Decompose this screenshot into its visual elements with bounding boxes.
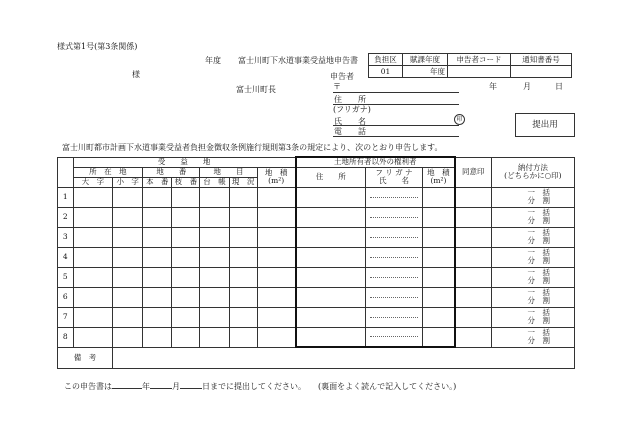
date-day: 日 <box>555 82 563 91</box>
footer-year: 年 <box>142 382 150 391</box>
register-type-cell[interactable] <box>200 187 229 207</box>
payment-installment[interactable]: 分 割 <box>527 196 550 205</box>
footer-prefix: この申告書は <box>64 382 112 391</box>
rights-area-cell[interactable] <box>423 327 455 347</box>
branch-number-cell[interactable] <box>172 207 200 227</box>
consent-seal-cell[interactable] <box>455 227 491 247</box>
payment-method-cell[interactable] <box>491 187 574 207</box>
payment-method-cell[interactable] <box>491 247 574 267</box>
payment-lump-sum[interactable]: 一 括 <box>527 228 550 237</box>
consent-seal-cell[interactable] <box>455 287 491 307</box>
location-header: 所 在 地 <box>73 167 143 177</box>
branch-number-header: 枝 番 <box>172 177 200 187</box>
name-label: 氏 名 <box>334 117 366 126</box>
main-number-header: 本 番 <box>143 177 172 187</box>
rights-name-cell[interactable] <box>365 287 422 307</box>
phone-line <box>333 136 459 137</box>
area-header <box>257 167 296 187</box>
other-rights-header: 土地所有者以外の権利者 <box>296 157 455 167</box>
submit-copy-box: 提出用 <box>515 113 575 137</box>
branch-number-cell[interactable] <box>172 187 200 207</box>
koaza-header: 小 字 <box>113 177 143 187</box>
consent-seal-cell[interactable] <box>455 307 491 327</box>
furigana-dotted-line <box>370 317 418 318</box>
row-number: 6 <box>58 287 74 307</box>
koaza-cell[interactable] <box>113 247 143 267</box>
footer-month: 月 <box>172 382 180 391</box>
declaration-text: 富士川町都市計画下水道事業受益者負担金徴収条例施行規則第3条の規定により、次のとおり申告します。 <box>62 143 443 152</box>
footer-year-blank[interactable] <box>112 388 142 389</box>
rights-name-cell[interactable] <box>365 207 422 227</box>
payment-lump-sum[interactable]: 一 括 <box>527 308 550 317</box>
mayor-label: 富士川町長 <box>236 85 276 94</box>
furigana-dotted-line <box>370 297 418 298</box>
payment-method-cell[interactable] <box>491 327 574 347</box>
register-type-cell[interactable] <box>200 307 229 327</box>
current-type-cell[interactable] <box>229 207 257 227</box>
rights-area-cell[interactable] <box>423 307 455 327</box>
payment-lump-sum[interactable]: 一 括 <box>527 268 550 277</box>
main-number-cell[interactable] <box>143 267 172 287</box>
rights-area-cell[interactable] <box>423 287 455 307</box>
rights-name-cell[interactable] <box>365 227 422 247</box>
benefit-land-table <box>57 156 575 369</box>
furigana-dotted-line <box>370 336 418 337</box>
row-number: 3 <box>58 227 74 247</box>
oaza-cell[interactable] <box>73 187 113 207</box>
main-number-cell[interactable] <box>143 307 172 327</box>
rights-area-unit: (m²) <box>430 176 447 185</box>
oaza-cell[interactable] <box>73 247 113 267</box>
postal-line <box>333 92 459 93</box>
branch-number-cell[interactable] <box>172 307 200 327</box>
register-type-header: 台 帳 <box>200 177 229 187</box>
code-value-applicant-code[interactable] <box>448 66 511 78</box>
oaza-cell[interactable] <box>73 227 113 247</box>
consent-seal-cell[interactable] <box>455 327 491 347</box>
code-header-applicant-code: 申告者コード <box>448 54 511 66</box>
rights-name-header <box>365 167 422 187</box>
rights-name-cell[interactable] <box>365 247 422 267</box>
row-number: 1 <box>58 187 74 207</box>
code-header-area: 負担区 <box>369 54 403 66</box>
register-type-cell[interactable] <box>200 287 229 307</box>
area-unit: (m²) <box>268 176 285 185</box>
current-type-cell[interactable] <box>229 227 257 247</box>
document-title: 富士川町下水道事業受益地申告書 <box>238 56 358 65</box>
payment-installment[interactable]: 分 割 <box>527 316 550 325</box>
payment-method-header <box>491 157 574 187</box>
consent-seal-cell[interactable] <box>455 247 491 267</box>
consent-seal-header: 同意印 <box>455 157 491 187</box>
rights-address-cell[interactable] <box>296 267 366 287</box>
rights-area-cell[interactable] <box>423 267 455 287</box>
table-row <box>58 207 575 227</box>
register-type-cell[interactable] <box>200 267 229 287</box>
furigana-dotted-line <box>370 217 418 218</box>
rights-address-cell[interactable] <box>296 187 366 207</box>
rights-address-cell[interactable] <box>296 207 366 227</box>
payment-installment[interactable]: 分 割 <box>527 256 550 265</box>
rights-name-cell[interactable] <box>365 307 422 327</box>
code-value-year[interactable]: 年度 <box>403 66 448 78</box>
oaza-cell[interactable] <box>73 307 113 327</box>
furigana-label: (フリガナ) <box>333 105 371 114</box>
rights-area-cell[interactable] <box>423 247 455 267</box>
register-type-cell[interactable] <box>200 327 229 347</box>
furigana-dotted-line <box>370 277 418 278</box>
rights-name-label: 氏 名 <box>378 176 409 185</box>
area-cell[interactable] <box>257 207 296 227</box>
main-number-cell[interactable] <box>143 287 172 307</box>
footer-day-blank[interactable] <box>180 388 202 389</box>
oaza-cell[interactable] <box>73 207 113 227</box>
address-label: 住 所 <box>334 95 366 104</box>
payment-method-cell[interactable] <box>491 207 574 227</box>
rights-name-cell[interactable] <box>365 327 422 347</box>
rights-address-cell[interactable] <box>296 247 366 267</box>
table-row <box>58 307 575 327</box>
register-type-cell[interactable] <box>200 227 229 247</box>
register-type-cell[interactable] <box>200 207 229 227</box>
land-type-header: 地 目 <box>200 167 257 177</box>
addressee-suffix: 様 <box>132 70 140 79</box>
code-table <box>368 53 572 78</box>
code-value-notice-number[interactable] <box>511 66 572 78</box>
form-number: 様式第1号(第3条関係) <box>57 42 138 51</box>
payment-lump-sum[interactable]: 一 括 <box>527 248 550 257</box>
code-value-area[interactable]: 01 <box>369 66 403 78</box>
payment-lump-sum[interactable]: 一 括 <box>527 188 550 197</box>
furigana-dotted-line <box>370 257 418 258</box>
row-number: 5 <box>58 267 74 287</box>
seal-mark: 印 <box>454 114 465 125</box>
rights-area-cell[interactable] <box>423 187 455 207</box>
main-number-cell[interactable] <box>143 207 172 227</box>
current-type-cell[interactable] <box>229 187 257 207</box>
koaza-cell[interactable] <box>113 287 143 307</box>
rights-area-header <box>423 167 455 187</box>
branch-number-cell[interactable] <box>172 247 200 267</box>
row-number: 7 <box>58 307 74 327</box>
current-type-cell[interactable] <box>229 327 257 347</box>
footer-deadline <box>64 381 306 392</box>
rights-address-cell[interactable] <box>296 287 366 307</box>
register-type-cell[interactable] <box>200 247 229 267</box>
payment-method-note: (どちらかに○印) <box>504 171 562 180</box>
current-type-cell[interactable] <box>229 287 257 307</box>
main-number-cell[interactable] <box>143 327 172 347</box>
consent-seal-cell[interactable] <box>455 207 491 227</box>
area-cell[interactable] <box>257 327 296 347</box>
current-type-cell[interactable] <box>229 247 257 267</box>
remarks-label: 備 考 <box>58 347 113 368</box>
consent-seal-cell[interactable] <box>455 267 491 287</box>
table-row <box>58 287 575 307</box>
current-type-cell[interactable] <box>229 307 257 327</box>
table-row <box>58 187 575 207</box>
payment-lump-sum[interactable]: 一 括 <box>527 328 550 337</box>
rights-name-cell[interactable] <box>365 267 422 287</box>
payment-lump-sum[interactable]: 一 括 <box>527 208 550 217</box>
row-number-header <box>58 157 74 187</box>
area-label: 地 積 <box>264 168 288 177</box>
branch-number-cell[interactable] <box>172 287 200 307</box>
koaza-cell[interactable] <box>113 227 143 247</box>
payment-installment[interactable]: 分 割 <box>527 276 550 285</box>
current-type-header: 現 況 <box>229 177 257 187</box>
area-cell[interactable] <box>257 267 296 287</box>
postal-mark: 〒 <box>333 82 341 91</box>
current-type-cell[interactable] <box>229 267 257 287</box>
rights-area-label: 地 積 <box>427 168 450 177</box>
oaza-cell[interactable] <box>73 287 113 307</box>
code-header-notice-number: 通知書番号 <box>511 54 572 66</box>
main-number-cell[interactable] <box>143 227 172 247</box>
koaza-cell[interactable] <box>113 207 143 227</box>
table-row <box>58 227 575 247</box>
payment-method-label: 納付方法 <box>517 163 548 172</box>
payment-lump-sum[interactable]: 一 括 <box>527 288 550 297</box>
table-row <box>58 247 575 267</box>
benefit-land-header: 受 益 地 <box>73 157 296 167</box>
phone-label: 電 話 <box>334 127 366 136</box>
area-cell[interactable] <box>257 307 296 327</box>
furigana-dotted-line <box>370 197 418 198</box>
footer-note: (裏面をよく読んで記入してください。) <box>318 382 457 391</box>
footer-month-blank[interactable] <box>150 388 172 389</box>
remarks-field[interactable] <box>113 347 575 368</box>
payment-method-cell[interactable] <box>491 227 574 247</box>
furigana-dotted-line <box>370 237 418 238</box>
rights-address-header: 住 所 <box>296 167 366 187</box>
rights-address-cell[interactable] <box>296 227 366 247</box>
footer-suffix: 日までに提出してください。 <box>202 382 306 391</box>
area-cell[interactable] <box>257 247 296 267</box>
payment-installment[interactable]: 分 割 <box>527 216 550 225</box>
payment-method-cell[interactable] <box>491 287 574 307</box>
main-number-cell[interactable] <box>143 247 172 267</box>
rights-address-cell[interactable] <box>296 307 366 327</box>
payment-installment[interactable]: 分 割 <box>527 296 550 305</box>
koaza-cell[interactable] <box>113 327 143 347</box>
rights-name-cell[interactable] <box>365 187 422 207</box>
area-cell[interactable] <box>257 227 296 247</box>
koaza-cell[interactable] <box>113 267 143 287</box>
code-header-year: 賦課年度 <box>403 54 448 66</box>
table-row <box>58 267 575 287</box>
payment-installment[interactable]: 分 割 <box>527 336 550 345</box>
oaza-cell[interactable] <box>73 327 113 347</box>
rights-address-cell[interactable] <box>296 327 366 347</box>
oaza-cell[interactable] <box>73 267 113 287</box>
row-number: 8 <box>58 327 74 347</box>
payment-method-cell[interactable] <box>491 267 574 287</box>
row-number: 2 <box>58 207 74 227</box>
applicant-label: 申告者 <box>330 72 354 81</box>
rights-area-cell[interactable] <box>423 227 455 247</box>
row-number: 4 <box>58 247 74 267</box>
oaza-header: 大 字 <box>73 177 113 187</box>
main-number-cell[interactable] <box>143 187 172 207</box>
date-year: 年 <box>489 82 497 91</box>
payment-installment[interactable]: 分 割 <box>527 236 550 245</box>
branch-number-cell[interactable] <box>172 227 200 247</box>
year-label: 年度 <box>205 56 221 65</box>
rights-area-cell[interactable] <box>423 207 455 227</box>
branch-number-cell[interactable] <box>172 267 200 287</box>
lot-number-header: 地 番 <box>143 167 200 177</box>
area-cell[interactable] <box>257 187 296 207</box>
table-row <box>58 327 575 347</box>
koaza-cell[interactable] <box>113 187 143 207</box>
koaza-cell[interactable] <box>113 307 143 327</box>
data-rows <box>58 187 575 347</box>
consent-seal-cell[interactable] <box>455 187 491 207</box>
branch-number-cell[interactable] <box>172 327 200 347</box>
rights-furigana-label: フ リ ガ ナ <box>375 168 413 177</box>
area-cell[interactable] <box>257 287 296 307</box>
payment-method-cell[interactable] <box>491 307 574 327</box>
date-month: 月 <box>523 82 531 91</box>
